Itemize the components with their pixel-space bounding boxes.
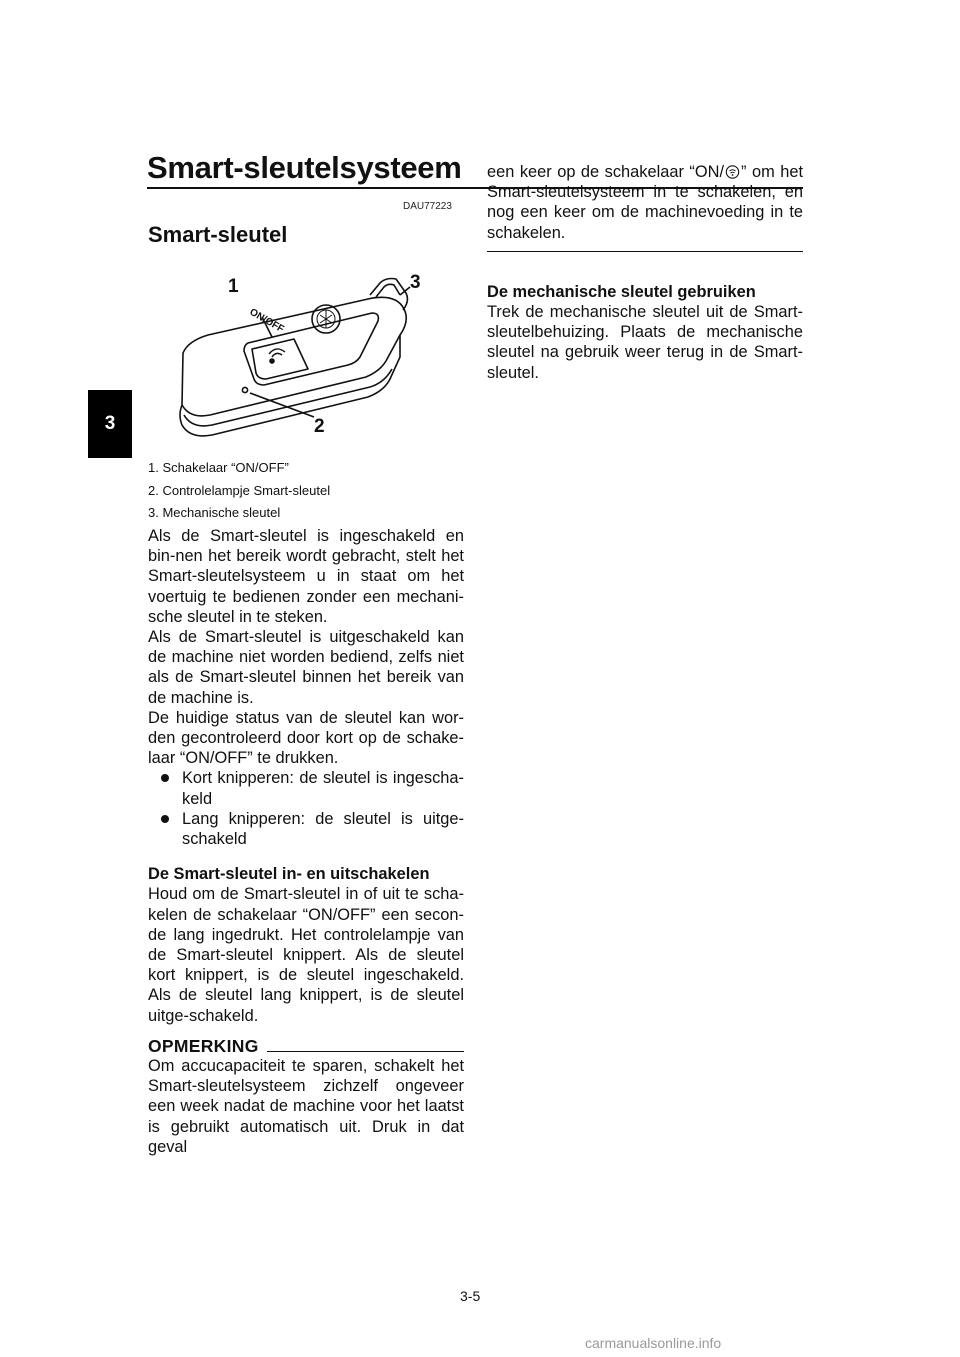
page-title: Smart-sleutelsysteem xyxy=(147,150,462,185)
on-off-label: ON/OFF xyxy=(247,306,286,336)
note-rule xyxy=(267,1051,464,1052)
callout-1: 1 xyxy=(228,276,239,297)
list-item: Kort knipperen: de sleutel is ingescha-keld xyxy=(160,768,464,808)
paragraph: De huidige status van de sleutel kan wor-den gecontroleerd door kort op de schake-laar “ON/OFF” te drukken. xyxy=(148,708,464,768)
subheading: De mechanische sleutel gebruiken xyxy=(487,282,756,301)
note-end-rule xyxy=(487,251,803,252)
paragraph: Houd om de Smart-sleutel in of uit te scha-kelen de schakelaar “ON/OFF” een secon-de lang ingedrukt. Het controlelampje van de Smart-sleutel knippert. Als de sleutel kort knippert, is de sleutel ingeschakeld. Als de sleutel lang knippert, is de sleutel uitge-schakeld. xyxy=(148,885,464,1025)
paragraph: Als de Smart-sleutel is ingeschakeld en bin-nen het bereik wordt gebracht, stelt het Smart-sleutelsysteem u in staat om het voertuig te bedienen zonder een mechani-sche sleutel in te steken. xyxy=(148,527,464,626)
section-title: Smart-sleutel xyxy=(148,222,288,247)
wireless-icon xyxy=(269,349,285,357)
right-column xyxy=(487,162,803,383)
key-fob-side xyxy=(180,335,400,436)
note-heading xyxy=(148,1036,464,1056)
figure-caption-3: 3. Mechanische sleutel xyxy=(148,505,281,520)
smart-key-illustration xyxy=(148,265,464,450)
subheading: De Smart-sleutel in- en uitschakelen xyxy=(148,865,430,884)
note-text: Om accucapaciteit te sparen, schakelt het Smart-sleutelsysteem zichzelf ongeveer een week nadat de machine voor het laatst is gebruikt automatisch uit. Druk in dat geval xyxy=(148,1057,464,1156)
indicator-lamp xyxy=(242,387,247,392)
note-continuation: een keer op de schakelaar “ON/ ” om het Smart-sleutelsysteem in te schakelen, en nog een keer om de machinevoeding in te schakelen. xyxy=(487,163,804,242)
callout-2: 2 xyxy=(314,416,325,437)
list-item: Lang knipperen: de sleutel is uitge-schakeld xyxy=(160,809,464,849)
bullet-list xyxy=(160,768,464,849)
on-off-button xyxy=(252,339,308,379)
bullet-icon xyxy=(161,774,169,782)
figure-caption-1: 1. Schakelaar “ON/OFF” xyxy=(148,460,289,475)
callout-3: 3 xyxy=(410,272,421,293)
paragraph: Trek de mechanische sleutel uit de Smart-sleutelbehuizing. Plaats de mechanische sleutel na gebruik weer terug in de Smart-sleutel. xyxy=(487,303,803,382)
note-title: OPMERKING xyxy=(148,1035,259,1056)
figure-caption-2: 2. Controlelampje Smart-sleutel xyxy=(148,483,331,498)
footer-watermark: carmanualsonline.info xyxy=(585,1335,722,1351)
left-column xyxy=(148,526,464,1157)
section-code: DAU77223 xyxy=(403,201,452,212)
page-number: 3-5 xyxy=(460,1288,481,1304)
wireless-icon xyxy=(724,165,741,179)
bullet-icon xyxy=(161,815,169,823)
paragraph: Als de Smart-sleutel is uitgeschakeld kan de machine niet worden bediend, zelfs niet als de Smart-sleutel binnen het bereik van de machine is. xyxy=(148,628,464,707)
key-fob-top xyxy=(182,297,406,416)
chapter-tab: 3 xyxy=(88,390,132,458)
